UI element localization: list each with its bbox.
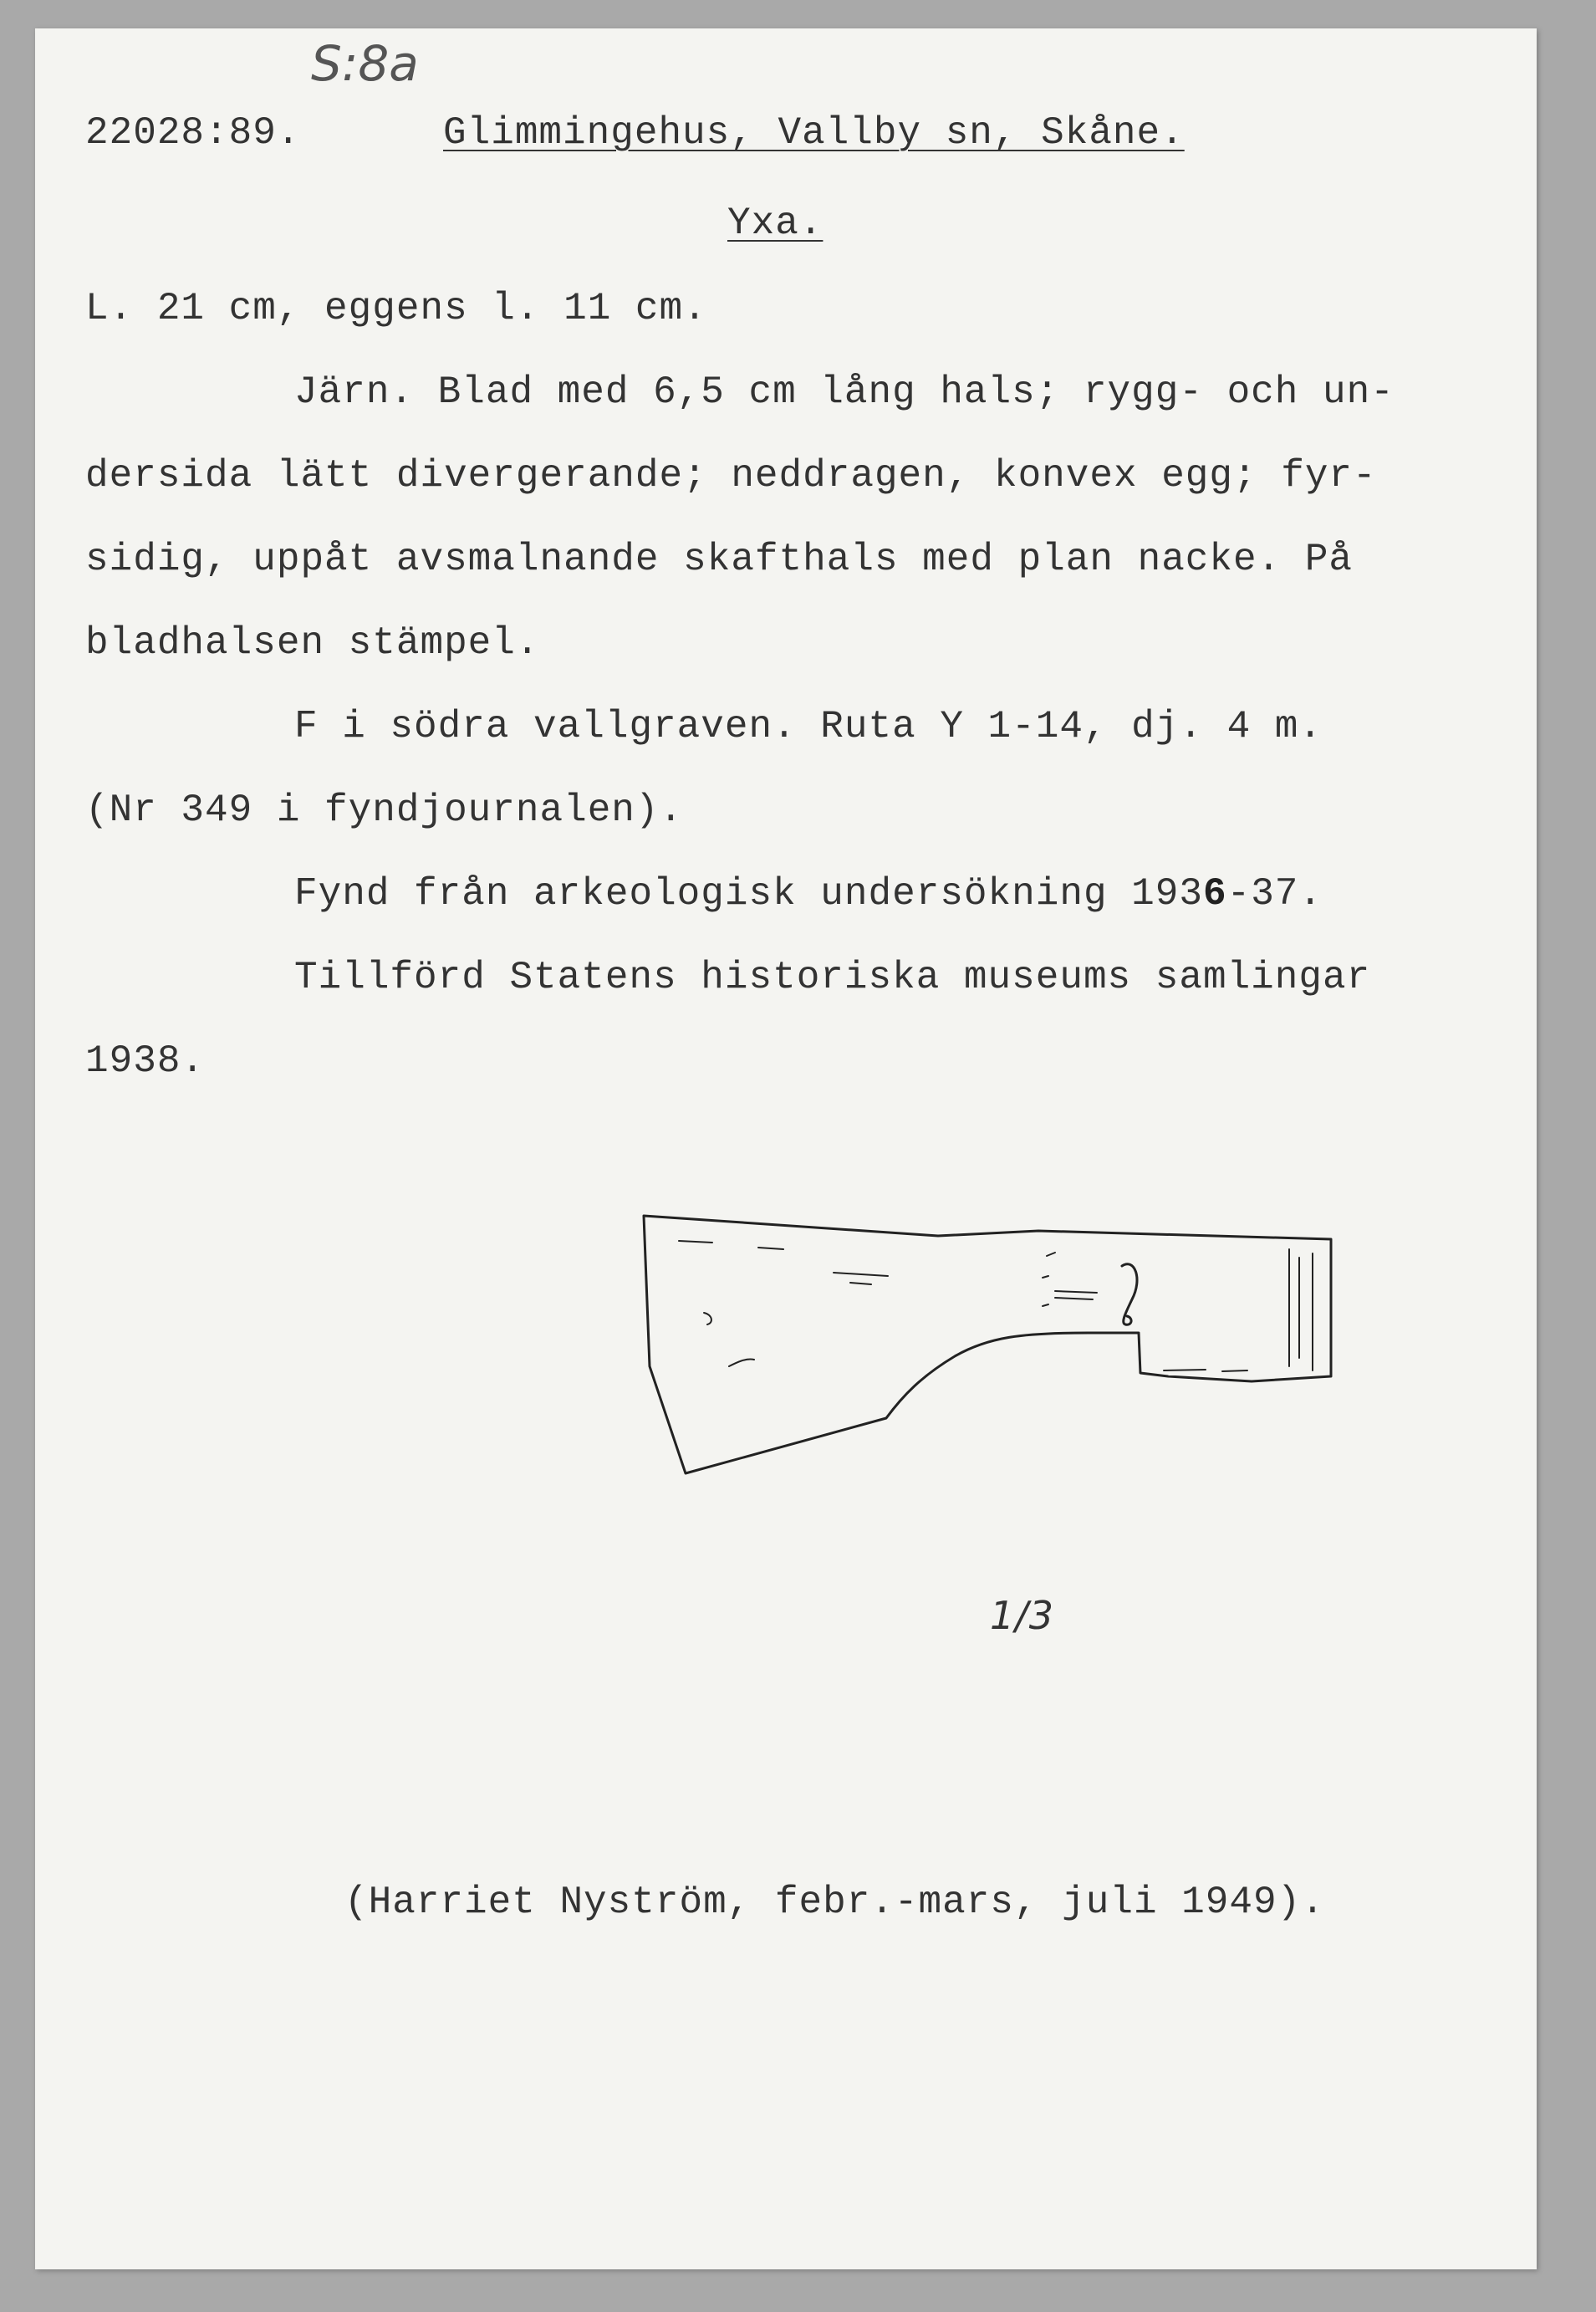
stamp-mark bbox=[1122, 1264, 1137, 1325]
find-context-line-2: (Nr 349 i fyndjournalen). bbox=[85, 789, 684, 832]
description-line-2: dersida lätt divergerande; neddragen, konvex egg; fyr- bbox=[85, 454, 1377, 498]
axe-outline bbox=[644, 1216, 1331, 1473]
excavation-prefix: Fynd från arkeologisk undersökning 193 bbox=[294, 872, 1203, 916]
excavation-suffix: -37. bbox=[1226, 872, 1323, 916]
excavation-line bbox=[294, 872, 1323, 916]
axe-drawing bbox=[620, 1199, 1373, 1600]
find-location: Glimmingehus, Vallby sn, Skåne. bbox=[443, 111, 1185, 155]
dimensions-text: L. 21 cm, eggens l. 11 cm. bbox=[85, 287, 707, 330]
handwritten-reference: S:8a bbox=[311, 35, 419, 92]
description-line-3: sidig, uppåt avsmalnande skafthals med plan nacke. På bbox=[85, 538, 1354, 581]
find-context-line-1: F i södra vallgraven. Ruta Y 1-14, dj. 4 m. bbox=[294, 705, 1323, 748]
transfer-line-1: Tillförd Statens historiska museums samlingar bbox=[294, 956, 1371, 999]
transfer-line-2: 1938. bbox=[85, 1039, 206, 1083]
author-attribution: (Harriet Nyström, febr.-mars, juli 1949). bbox=[344, 1881, 1325, 1924]
catalog-number: 22028:89. bbox=[85, 111, 301, 155]
object-title: Yxa. bbox=[727, 202, 823, 245]
drawing-scale: 1/3 bbox=[990, 1593, 1055, 1638]
excavation-corrected-digit: 6 bbox=[1202, 872, 1227, 916]
description-line-4: bladhalsen stämpel. bbox=[85, 621, 540, 665]
catalog-card bbox=[35, 28, 1537, 2269]
description-line-1: Järn. Blad med 6,5 cm lång hals; rygg- och un- bbox=[294, 370, 1395, 414]
